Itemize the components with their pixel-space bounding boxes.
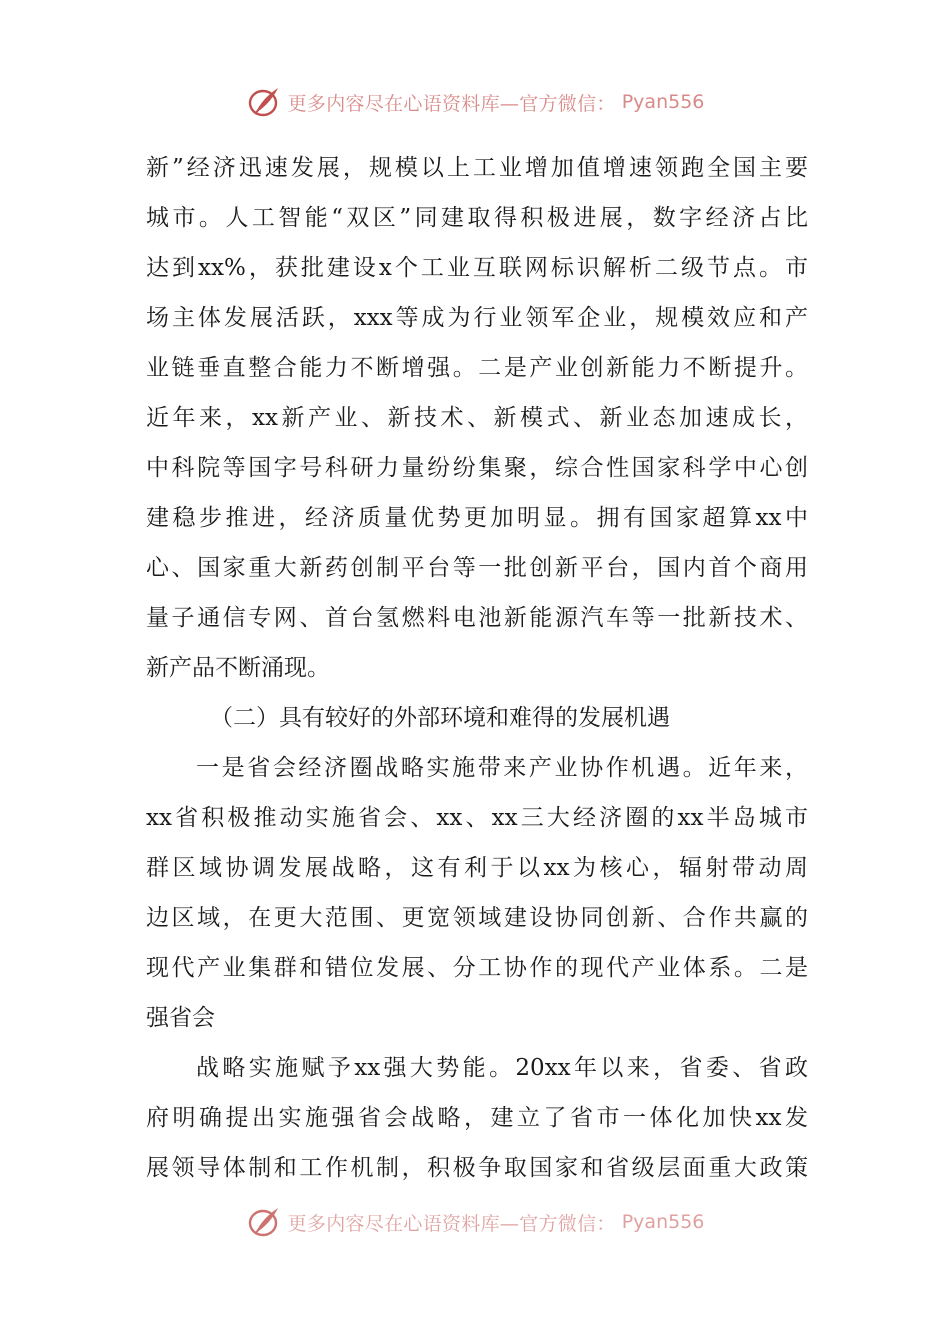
section-heading: （二）具有较好的外部环境和难得的发展机遇 (210, 705, 670, 731)
text-line: 新”经济迅速发展，规模以上工业增加值增速领跑全国主要 (146, 155, 808, 181)
watermark-group (246, 1204, 705, 1240)
watermark-text: 更多内容尽在心语资料库—官方微信： (287, 1212, 616, 1235)
text-line: 新产品不断涌现。 (146, 655, 330, 681)
text-line: 城市。人工智能“双区”同建取得积极进展，数字经济占比 (146, 205, 808, 231)
text-line: 心、国家重大新药创制平台等一批创新平台，国内首个商用 (146, 555, 808, 581)
text-line: 现代产业集群和错位发展、分工协作的现代产业体系。二是 (146, 955, 808, 981)
footer-watermark (0, 1202, 950, 1242)
text-line: 量子通信专网、首台氢燃料电池新能源汽车等一批新技术、 (146, 605, 808, 631)
text-line: 群区域协调发展战略，这有利于以xx为核心，辐射带动周 (146, 855, 808, 881)
quill-logo-icon (246, 84, 282, 120)
text-line: 府明确提出实施强省会战略，建立了省市一体化加快xx发 (146, 1105, 808, 1131)
watermark-group (246, 84, 705, 120)
document-body (146, 143, 808, 1193)
text-line: 一是省会经济圈战略实施带来产业协作机遇。近年来， (196, 755, 808, 781)
text-line: 建稳步推进，经济质量优势更加明显。拥有国家超算xx中 (146, 505, 808, 531)
header-watermark (0, 82, 950, 122)
text-line: 边区域，在更大范围、更宽领域建设协同创新、合作共赢的 (146, 905, 808, 931)
text-line: 近年来，xx新产业、新技术、新模式、新业态加速成长， (146, 405, 808, 431)
text-line: 场主体发展活跃，xxx等成为行业领军企业，规模效应和产 (146, 305, 808, 331)
watermark-wechat-id: Pyan556 (621, 91, 705, 113)
text-line: 业链垂直整合能力不断增强。二是产业创新能力不断提升。 (146, 355, 808, 381)
text-line: 战略实施赋予xx强大势能。20xx年以来，省委、省政 (196, 1055, 808, 1081)
text-line: 达到xx%，获批建设x个工业互联网标识解析二级节点。市 (146, 255, 808, 281)
text-line: 强省会 (146, 1005, 215, 1031)
watermark-wechat-id: Pyan556 (621, 1211, 705, 1233)
text-line: xx省积极推动实施省会、xx、xx三大经济圈的xx半岛城市 (146, 805, 808, 831)
text-line: 展领导体制和工作机制，积极争取国家和省级层面重大政策 (146, 1155, 808, 1181)
watermark-text: 更多内容尽在心语资料库—官方微信： (287, 92, 616, 115)
text-line: 中科院等国字号科研力量纷纷集聚，综合性国家科学中心创 (146, 455, 808, 481)
quill-logo-icon (246, 1204, 282, 1240)
